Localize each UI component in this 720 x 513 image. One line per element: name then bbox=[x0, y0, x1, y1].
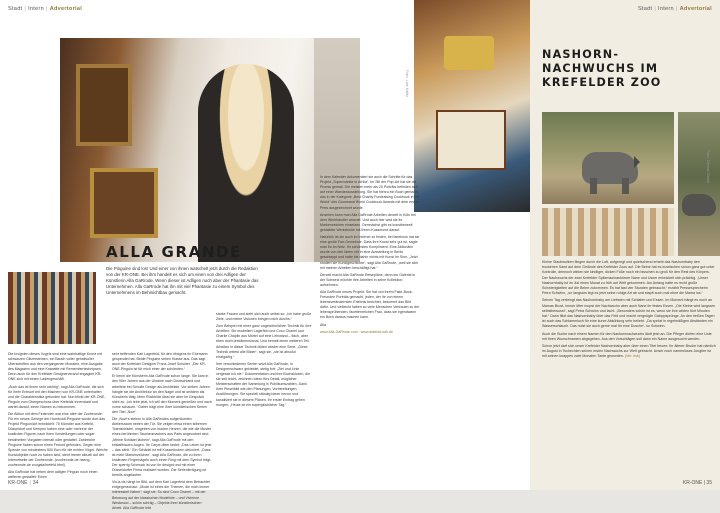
header-sub: Intern bbox=[658, 6, 674, 12]
paragraph: sehr treffenden Karl Lagerfeld, für den übrigens ihr Ehemann gespendet hat. Beide Pinguine sehen Klasse aus. Das sagt auch der Krefelder Designer Franz-Josef Schulter. „Der KR-ONE-Pinguin ist für mich einer der schönsten.“ bbox=[112, 352, 208, 372]
paragraph: Er kennt die Künstlerin Alla GaRrode schon lange. Sie kam in den 90er Jahren aus der Ukraine nach Deutschland und arbeitete bei Schulte Design als Architektin. Vor sieben Jahren hängte sie die Architektur an den Nagel und ist seitdem als Künstlerin tätig. Mein Rückblick lässt sie aber im Gespräch nicht zu: „Ich lebe jetzt, ich will den Moment genießen und nach vorne schauen.“ Daher trägt eine Ihrer künstlerischen Serien den Titel „Now“. bbox=[112, 374, 212, 415]
photo-credit: Foto: Luis Kalitz bbox=[405, 70, 409, 98]
paragraph: Zum Beispiel mit einer ganz ungewöhnlichen Technik für ihre Arbeiten: Sie modelliert Lagerfeld und Coco Chanel und Charlie Chaplin aus Mörtel auf eine Leinwand – flach, aber eben doch dreidimensional. Und bemalt einen weiteren Teil. Arbeiten in dieser Technik bilden wieder eine Serie. „Diese Technik weiest alle Bilder“, sagt sie, „sie ist absolut einzigartig.“ bbox=[216, 324, 312, 359]
paragraph: Die „Now“s stehen in Alla GaRrodes aufgeräumten Ateliersraum neben der Tür. Sie zeigen etwa einen silbernen Totenschädel, umgeben von bunten Herzen, die wie die Muster eines berühmten Taschenmachers aus Paris angeordnet sind. „Meine Schädel lächeln“, sagt Alla GaRrode mit den kristallblauen Augen. Ihr Carpe-diem lautet: „Das Leben ist jetzt – das zählt.“ Ein Schädel ist mit Kussmündern dekoriert. „Dass ist mein Markenzeichen“, sagt Alla GaRrode, die zu ihren knallroten Fingernägeln auch einen Ring mit dem Symbol trägt. Der sperrig Schmuck ist von ihr designt und mit einer Düsseldorfer Firma realisiert worden. Die Serienfertigung ist bereits angelaufen. bbox=[112, 417, 212, 478]
brushes-photo bbox=[8, 272, 96, 344]
paragraph: Seinen Tag verbringt das Nashornbaby am Liebsten mit Schlafen und Essen. Im Moment hängt es noch an Mamas Brust, immer öfter mopst der Nachwuchs aber auch Nane ihr festes Essen. „Die Kleine wird langsam selbstbewusst“, sagt Petra Schwinn und lacht. „Besonders schön ist es, wenn sie ihre wilden fünf Minuten hat.“ Dann flitzt das Nashornbaby über das Feld und macht vergnügte Galoppsprünge. An den heißen Tagen ist auch das Schlammloch für eine kurze Abkühlung sehr beliebt. „Da spritzt in regelmäßigen Abständen ein Wasserschlauch. Das nutzt sie auch gerne mal für eine Dusche“, so Schwinn. bbox=[542, 298, 715, 329]
paragraph: Auch die Suche nach einem Namen für den Nashornnachwuchs läuft jetzt an. Die Pfleger dürfen eine Liste mit ihren Wunschnamen abgegeben. Aus den Vorschlägen soll dann ein Name ausgesucht werden. bbox=[542, 331, 712, 341]
paragraph: Alla GaRrode hat neben dem adligen Pinguin noch einen weiteren gestaltet: Einen bbox=[8, 470, 98, 480]
header-section: Stadt bbox=[8, 6, 23, 12]
paragraph: Ihre verschiedenen Serien setzt Alla GaRrode, in Designerschwarz gekleidet, stetig fort: „Ziel und Linie vergesse ich nie.“ Dokumentation und ihre Buchskizzen, die sie seit leicht, zeichnen Ideen fürs Detail, möglicher Meisterschaften der Sammlung in Publikumszahlen. Dank ihrer Pinselbild wie den Planungen, Vorbereitungen, Ausführungen. Sie speziell ständig Ideen hervor und kanalisiert sie in diesem Plänen. Ihr erster Eintrag gehen morgen: „Heute ist ein superglücklicher Tag.“ bbox=[216, 361, 311, 407]
artist-portrait bbox=[198, 64, 294, 262]
paragraph: Vis-à-vis hängt im Bild, auf dem Karl Lagerfeld dem Betrachter entgegenschaut. „Mode ist eines der Themen, die mich immer interessiert haben“, sagt sie. So sind Coco Chanel – mit der Betonung auf der klassischen Modelinie – und Vivienne Westwood – schön schräg – Objekte ihrer künstlerischen Arbeit. Alla GaRrode lebt bbox=[112, 480, 211, 510]
folio-text: KR-ONE bbox=[8, 480, 28, 486]
article-headline: ALLA GRANDE bbox=[106, 243, 242, 261]
framed-artwork bbox=[436, 110, 506, 170]
paragraph: Kleine Staubwolken fliegen durch die Luft, aufgeregt und quietschend erhebt das Nashornbaby den trockenen Sand auf dem Gelände des Krefelder Zoos auf. Die Beine hat es inzwischen schon ganz gut unter Kontrolle, dennoch wirken sie kindliger, dicken Füße noch ein bisschen zu groß für den Rest des Körpers. Der Nachwuchs der zwei Krefelder Spitzmaulnashörner Nane und Usom entwickelt sich prächtig. „Unser Nashornbaby ist im Juli einen Monat zu früh auf Welt gekommen. Am Anfang hatte es recht große Schwierigkeiten auf die Beine zukommen. Es hat fast vier Stunden gebraucht,“ erzählt Pressesprecherin Petra Schwinn, „so langsam legt es jetzt seine ruhige Art ab und stapft auch mal ohne die Mama los.“ bbox=[542, 260, 715, 296]
rhino-leg bbox=[622, 178, 629, 194]
rhino-leg bbox=[590, 178, 597, 194]
paragraph: „Auch das ist ihnen sehr wichtig“, sagt Alla GaRrode, die sich für ihren Entwurf mit den Machern von KR-ONE unterhalten und die Charakteristika gefunden hat. Nun blickt der KR-ONE-Pinguin vom Obergeschoss über Krefelds Innenstadt und wartet darauf, einen Namen zu bekommen. bbox=[8, 384, 106, 409]
crown-object bbox=[444, 36, 494, 70]
enclosure-photo bbox=[542, 208, 674, 256]
paragraph: Ansehen kann man Alla GaRrode Arbeiten derzeit in Köln bei dem Werkhändler amcnet. Und auch hier wird sie ihr Markenzeichen einsetzen. Demnächst gibt es kunstbeseelt gestaltete Werkstücke mit ihrem Kussmund darauf. bbox=[320, 212, 416, 232]
header-sub: Intern bbox=[28, 6, 44, 12]
paragraph: Alla GaRrode neues Projekt: Sie hat von ihrem Fake-Book-Freunden Porträts gemacht, jeden, der ihr von einem lebensverändernden Erlebnis berichtet, bekommt das Bild dafür. Und vielleicht haben so viele Menschen Vertrauen zu der lebensprühenden, facettenreichen Frau, dass sie irgendwann ein Buch daraus machen kann. bbox=[320, 289, 420, 320]
header-section: Stadt bbox=[637, 6, 653, 12]
paragraph: Die Aktion mit dem Federvieh war eine Idee der Zoofreunde. Für ein neues Gehege der Humboldt-Pinguine wurde dort das Projekt Pinguin/Art entwickelt: 70 Künstler aus Krefeld, Düsseldorf und Kempen haben eine oder mehrere der knallroten Figuren nach ihren Vorstellungen oder sogar bestimmten Vorgaben bemalt oder gestaltet. Zahlreiche Pinguine haben schon einen Freund gefunden. Gegen eine Spende von mindestens 500 Euro für die echten Vögel. Welche Kunstobjekte noch zu haben sind, steht immer aktuell auf der Internetseite der Zoofreunde. (zoofreunde.de haeng-zoofreunde-de zoogala/krefeld.html). bbox=[8, 412, 108, 467]
header-kicker: Advertorial bbox=[679, 6, 712, 12]
hero-photo bbox=[60, 38, 360, 262]
article-headline: NASHORN-NACHWUCHS IM KREFELDER ZOO bbox=[542, 48, 662, 89]
text-column bbox=[112, 352, 212, 513]
text-column bbox=[8, 352, 108, 482]
article-intro: Die Pinguine sind los! Und einer von ihnen watschelt jetzt durch die Redaktion von der KR-ONE. Bei ihm handelt es sich um einen von drei Adligen der Künstlerin Alla GaRrode. Wenn dieser ist Adligen noch aber der Phantasie das Unternehmen. Alla GaRrode hat ihn mit viel Phantasie zu einem Symbol des Unternehmens im Behinichtbau gemacht. bbox=[106, 266, 259, 295]
page-number: 34 bbox=[32, 480, 39, 486]
folio-text: KR-ONE | 35 bbox=[682, 480, 712, 486]
paragraph: Die Insignien dieses Vogels sind eine wahrhaftige Krone mit schwarzen Glitzersteinen, ein Bauch voller gehaltvoller Überschriften aus den vergangenen Monaten, eine Ausgabe des Magazins und eine Krawatte mit Remembertechnipsen. Denn auch für den Krefelder Designerverand engagiert KR-ONE sich mit einem Ladengeschäft. bbox=[8, 352, 103, 382]
header-kicker: Advertorial bbox=[49, 6, 83, 12]
right-folio bbox=[683, 480, 712, 486]
right-page bbox=[530, 0, 720, 490]
paragraph: Natürlich ist sie auch im Internet zu finden, bei facebook hat sie eine große Fan-Gemeinde. Dass ihre Kunst sehr gut ist, sagte man ihr im Netz. Ihr schönstes Kompliment: Eine Aktionärin wurde von den Ideen mit in eine Ausstellung in Berlin geschleppt und hatte bis dahin nichts mit Kunst im Sinn. „Jetzt studiert sie Kunstgeschichte“, sagt Alla GaRrode, „weil sie sich mit meinen Arbeiten beschäftigt hat.“ bbox=[320, 235, 420, 270]
rhino-body bbox=[682, 194, 716, 216]
website-link[interactable]: www.Alla-GaRrode.com · www.ardenkt-kdh.de bbox=[320, 329, 393, 334]
left-folio: KR-ONE | 34 bbox=[8, 480, 39, 486]
paragraph bbox=[542, 344, 716, 360]
paragraph: Alla bbox=[320, 322, 326, 327]
paragraph-text: Schon jetzt darf sich unser Krefelder Nashornbaby aber über einen Titel freuen: Ihr älterer Bruder hat nämlich im August in Tschechien seinen ersten Nachwuchs zur Welt gebracht. Unser noch namenloses Jungtier ist mit seinen knappen zwei Monaten Tante geworden. bbox=[542, 344, 716, 359]
painting-frame bbox=[90, 168, 158, 238]
text-column bbox=[320, 175, 420, 337]
left-running-header: Stadt | Intern | Advertorial bbox=[8, 6, 83, 12]
text-column bbox=[216, 312, 314, 410]
side-photo bbox=[414, 0, 530, 212]
paragraph: Derzeit macht Alla GaRrode Reisepläne, denn ein Galerist in der Schweiz möchte ihre Arbeiten in seine Kollektion aufnehmen. bbox=[320, 272, 416, 287]
paragraph: starke Frauen und sieht sich auch selbst so: „Ich habe große Ziele, und meine Visionen bringen mich durchs.“ bbox=[216, 312, 312, 322]
text-column bbox=[542, 260, 716, 362]
rhino-photo-tall bbox=[678, 112, 720, 256]
author-tag: (Ver. risk) bbox=[624, 354, 641, 359]
painting-frame bbox=[76, 64, 132, 146]
rhino-photo bbox=[542, 112, 674, 204]
rhino-horn bbox=[634, 156, 640, 168]
photo-credit: Foto: Dennis Zinner bbox=[706, 150, 710, 184]
right-running-header: Stadt | Intern | Advertorial bbox=[637, 6, 712, 12]
paragraph: In dem Kalender dokumentiert sie auch die Schritte für das Projekt „Supermärkte in Afrika“. Im Stil der Pop-Art hat sie die Promis gemalt. Die meisten mehr als 20 Porträts befinden sich auf einer Wanderausstellung. Sie hat hierzu ein Buch gemacht, das in der Kategorie „Best Charity Fundraising Cookbook in the World“ des Gourmand World Cookbook Awards mit dem ersten Preis ausgezeichnet wurde. bbox=[320, 175, 420, 210]
